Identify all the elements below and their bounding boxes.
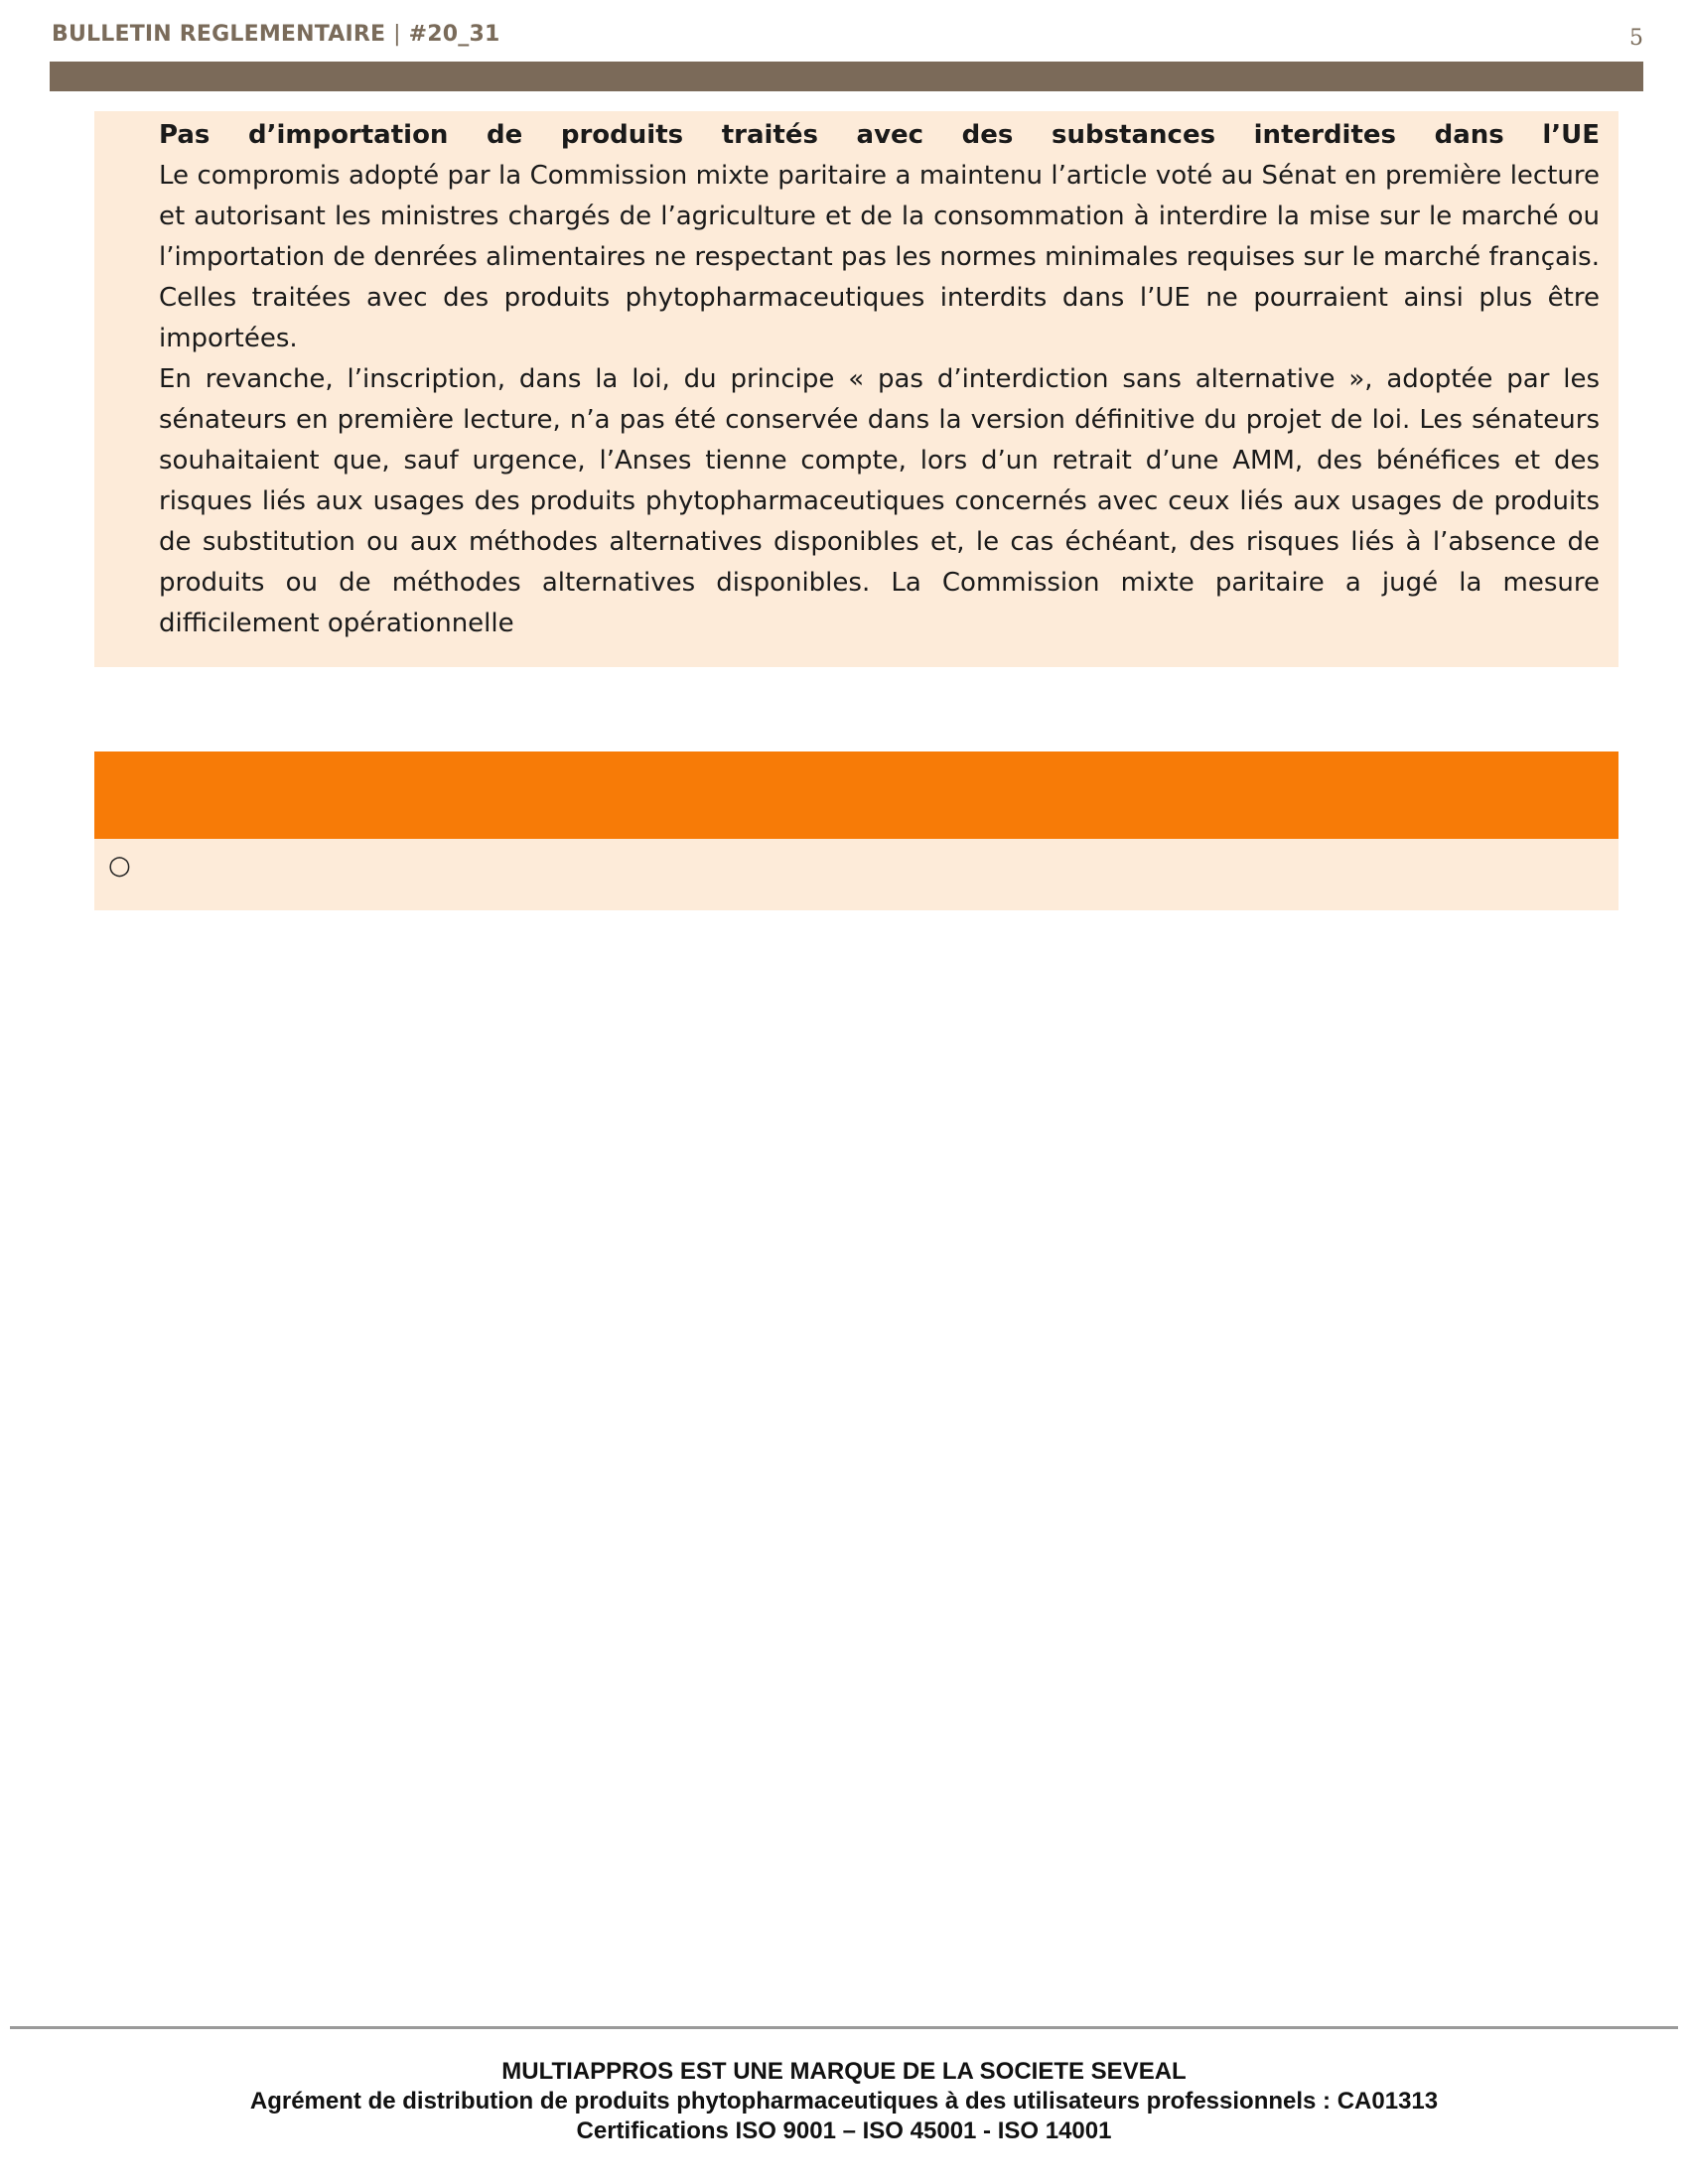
article-content [159,115,1600,644]
article-paragraph: En revanche, l’inscription, dans la loi, du principe « pas d’interdiction sans alternative », adoptée par les sénateurs en première lecture, n’a pas été conservée dans la version définitive du projet de loi. Les sénateurs souhaitaient que, sauf urgence, l’Anses tienne compte, lors d’un retrait d’une AMM, des bénéfices et des risques liés aux usages des produits phytopharmaceutiques concernés avec ceux liés aux usages de produits de substitution ou aux méthodes alternatives disponibles et, le cas échéant, des risques liés à l’absence de produits ou de méthodes alternatives disponibles. La Commission mixte paritaire a jugé la mesure difficilement opérationnelle [159,364,1600,638]
footer-company: MULTIAPPROS EST UNE MARQUE DE LA SOCIETE SEVEAL [501,2058,1187,2085]
bulletin-issue: #20_31 [408,22,500,47]
footer-certifications: Certifications ISO 9001 – ISO 45001 - ISO 14001 [576,2117,1112,2144]
article-title: Pas d’importation de produits traités avec des substances interdites dans l’UE [159,120,1600,150]
page-header [50,22,1643,62]
article-box [94,111,1618,667]
header-separator: | [393,22,401,47]
bullet-circle: ○ [108,851,131,881]
footer-divider [10,2026,1678,2029]
section-body [94,839,1618,910]
bulletin-name: BULLETIN REGLEMENTAIRE [52,22,386,47]
bulletin-title [52,22,499,47]
article-paragraph: Le compromis adopté par la Commission mixte paritaire a maintenu l’article voté au Sénat en première lecture et autorisant les ministres chargés de l’agriculture et de la consommation à interdire la mise sur le marché ou l’importation de denrées alimentaires ne respectant pas les normes minimales requises sur le marché français. Celles traitées avec des produits phytopharmaceutiques interdits dans l’UE ne pourraient ainsi plus être importées. [159,161,1600,353]
page-number: 5 [1629,26,1643,51]
page-footer [0,2057,1688,2146]
footer-agreement: Agrément de distribution de produits phytopharmaceutiques à des utilisateurs professionnels : CA01313 [249,2088,1439,2115]
section-header-band [94,751,1618,839]
header-bar [50,62,1643,91]
